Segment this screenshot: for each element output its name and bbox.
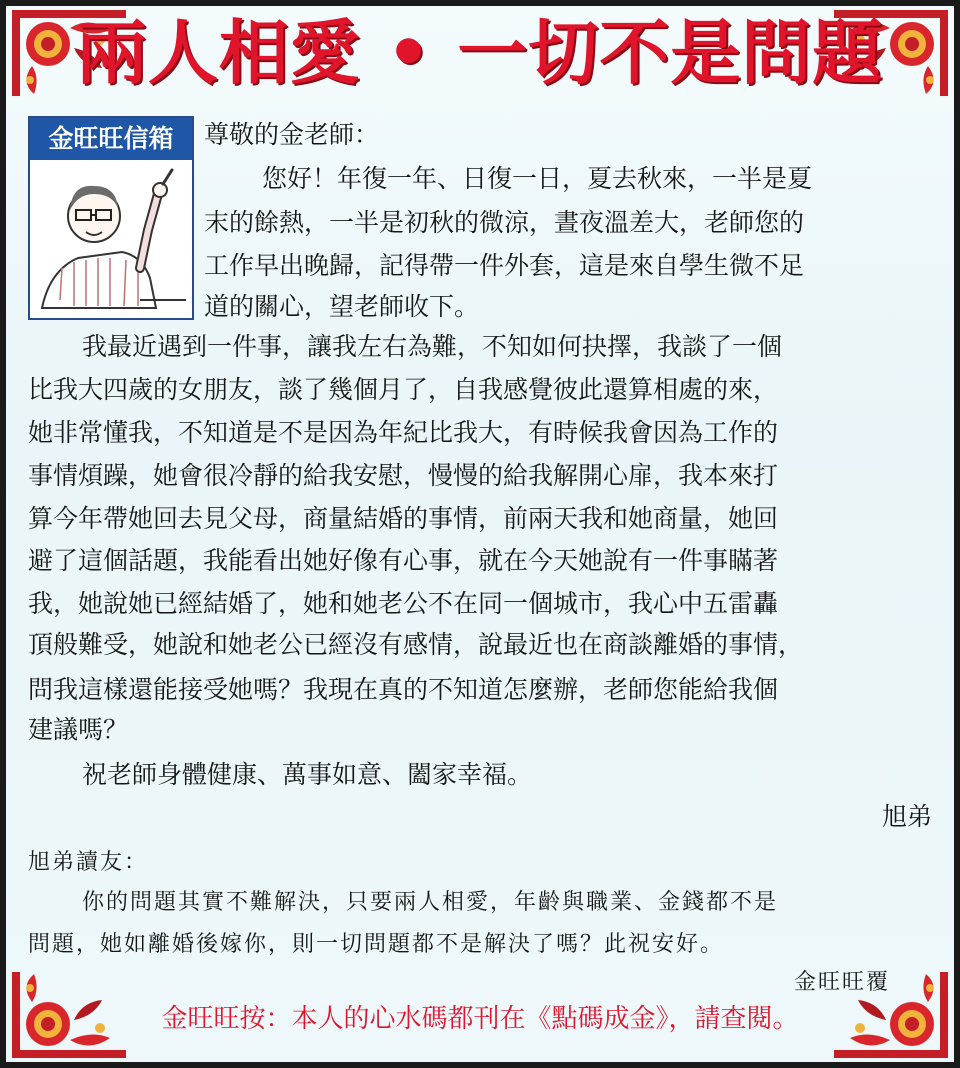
letter-line: 您好！年復一年、日復一日，夏去秋來，一半是夏 — [262, 164, 813, 193]
letter-signature: 旭弟 — [881, 802, 932, 831]
reply-line: 你的問題其實不難解決，只要兩人相愛，年齡與職業、金錢都不是 — [82, 890, 779, 915]
letter-line: 我，她說她已經結婚了，她和她老公不在同一個城市，我心中五雷轟 — [28, 589, 779, 618]
letter-line: 我最近遇到一件事，讓我左右為難，不知如何抉擇，我談了一個 — [82, 332, 783, 361]
letter-line: 建議嗎？ — [28, 715, 129, 744]
letter-line: 避了這個話題，我能看出她好像有心事，就在今天她說有一件事瞞著 — [28, 546, 779, 575]
letter-line: 比我大四歲的女朋友，談了幾個月了，自我感覺彼此還算相處的來， — [28, 375, 779, 404]
letter-closing: 祝老師身體健康、萬事如意、闔家幸福。 — [82, 760, 533, 789]
teacher-pointing-illustration-icon — [30, 160, 188, 314]
column-badge-label: 金旺旺信箱 — [30, 118, 192, 160]
letter-line: 道的關心，望老師收下。 — [204, 292, 480, 321]
letter-line: 算今年帶她回去見父母，商量結婚的事情，前兩天我和她商量，她回 — [28, 504, 779, 533]
letter-line: 她非常懂我，不知道是不是因為年紀比我大，有時候我會因為工作的 — [28, 418, 779, 447]
column-badge — [28, 116, 194, 320]
reply-signature: 金旺旺覆 — [793, 970, 890, 995]
reply-line: 問題，她如離婚後嫁你，則一切問題都不是解決了嗎？此祝安好。 — [28, 932, 725, 957]
letter-greeting: 尊敬的金老師： — [204, 120, 380, 149]
page-title: 兩人相愛 • 一切不是問題 — [76, 11, 884, 94]
letter-line: 末的餘熱，一半是初秋的微涼，晝夜溫差大，老師您的 — [204, 208, 805, 237]
footer-note: 金旺旺按：本人的心水碼都刊在《點碼成金》，請查閱。 — [161, 1004, 799, 1034]
letter-line: 事情煩躁，她會很冷靜的給我安慰，慢慢的給我解開心扉，我本來打 — [28, 461, 779, 490]
letter-line: 頂般難受，她說和她老公已經沒有感情，說最近也在商談離婚的事情， — [28, 630, 804, 659]
reply-greeting: 旭弟讀友： — [28, 850, 149, 875]
letter-line: 問我這樣還能接受她嗎？我現在真的不知道怎麼辦，老師您能給我個 — [28, 675, 779, 704]
letter-line: 工作早出晚歸，記得帶一件外套，這是來自學生微不足 — [204, 251, 805, 280]
